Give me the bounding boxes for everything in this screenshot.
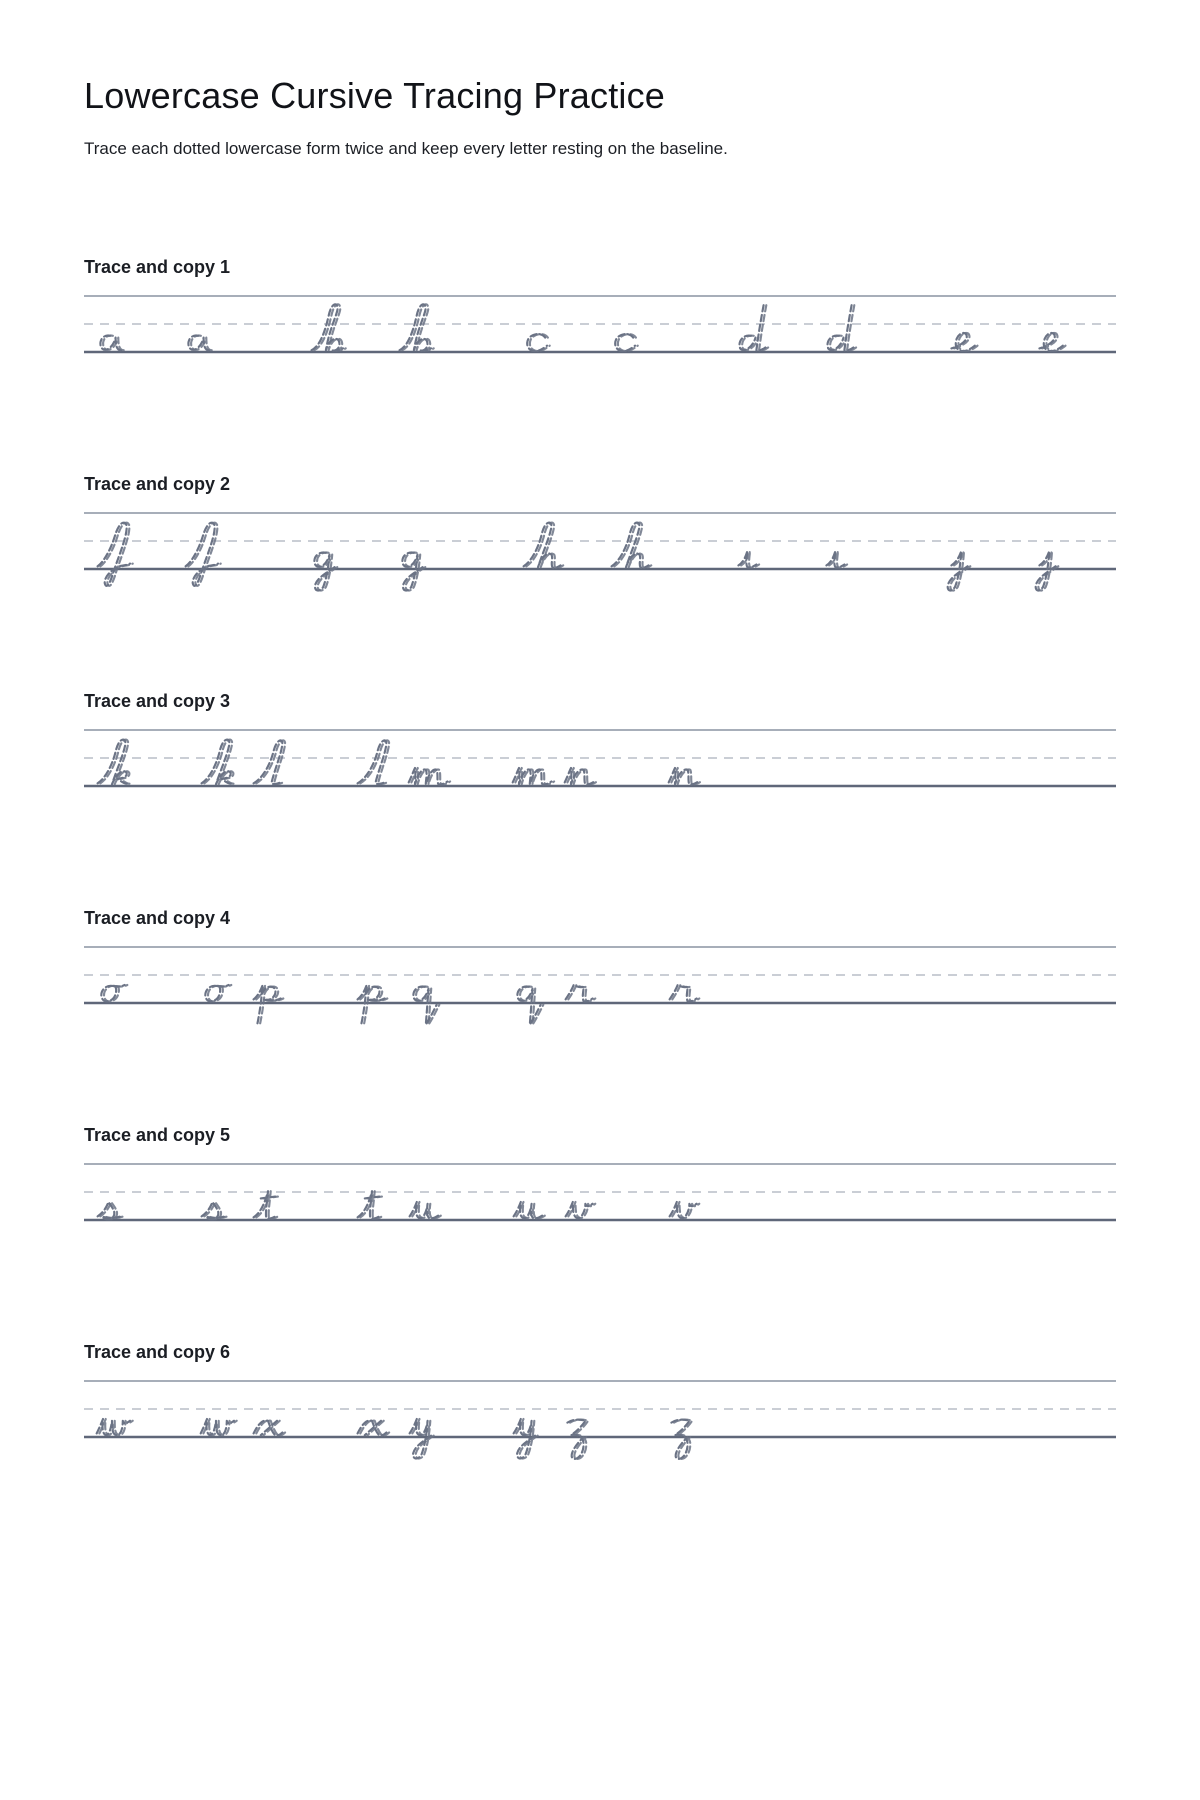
dotted-letter-n-1 xyxy=(565,768,597,784)
dotted-letter-t-2 xyxy=(358,1191,384,1218)
dotted-letter-f-2 xyxy=(186,523,221,586)
dotted-letter-m-1 xyxy=(409,768,450,784)
dotted-letter-p-1 xyxy=(254,985,284,1025)
dotted-letter-z-1 xyxy=(567,1420,588,1459)
dotted-letter-e-2 xyxy=(1039,333,1065,351)
dotted-letter-z-2 xyxy=(671,1420,692,1459)
dotted-letter-e-1 xyxy=(951,333,977,351)
dotted-letter-a-1 xyxy=(100,336,123,351)
dotted-letter-k-1 xyxy=(98,740,133,785)
tracing-row-2 xyxy=(84,509,1116,601)
dotted-letter-r-2 xyxy=(670,985,700,1001)
dotted-letter-x-2 xyxy=(358,1420,390,1435)
dotted-letter-d-1 xyxy=(739,305,768,350)
dotted-letter-u-1 xyxy=(410,1202,442,1218)
dotted-letter-g-2 xyxy=(402,553,426,591)
dotted-letter-h-1 xyxy=(524,523,564,568)
tracing-row-1 xyxy=(84,292,1116,384)
dotted-letter-o-1 xyxy=(101,985,127,1001)
dotted-letter-c-2 xyxy=(615,334,638,351)
dotted-letter-w-1 xyxy=(97,1419,133,1435)
dotted-letter-f-1 xyxy=(98,523,133,586)
dotted-letter-b-2 xyxy=(400,304,434,350)
dotted-letter-d-2 xyxy=(827,305,856,350)
dotted-letter-p-2 xyxy=(358,985,388,1025)
row-label-2: Trace and copy 2 xyxy=(84,474,231,494)
worksheet-title: Lowercase Cursive Tracing Practice xyxy=(84,75,666,116)
worksheet-instructions: Trace each dotted lowercase form twice and keep every letter resting on the baseline. xyxy=(84,139,728,158)
dotted-letter-r-1 xyxy=(566,985,596,1001)
dotted-letter-t-1 xyxy=(254,1191,280,1218)
dotted-letter-h-2 xyxy=(612,523,652,568)
dotted-letter-o-2 xyxy=(205,985,231,1001)
dotted-letter-l-1 xyxy=(254,740,286,784)
row-label-6: Trace and copy 6 xyxy=(84,1342,231,1362)
dotted-letter-m-2 xyxy=(513,768,554,784)
dotted-letter-s-1 xyxy=(98,1202,126,1219)
row-label-4: Trace and copy 4 xyxy=(84,908,231,928)
dotted-letter-j-1 xyxy=(948,551,971,591)
dotted-letter-v-2 xyxy=(670,1202,700,1218)
tracing-row-6 xyxy=(84,1377,1116,1469)
dotted-letter-v-1 xyxy=(566,1202,596,1218)
dotted-letter-s-2 xyxy=(202,1202,230,1219)
dotted-letter-l-2 xyxy=(358,740,390,784)
row-label-5: Trace and copy 5 xyxy=(84,1125,231,1145)
dotted-letter-n-2 xyxy=(669,768,701,784)
dotted-letter-j-2 xyxy=(1036,551,1059,591)
dotted-letter-b-1 xyxy=(312,304,346,350)
dotted-letter-y-1 xyxy=(410,1419,436,1459)
tracing-row-3 xyxy=(84,726,1116,818)
dotted-letter-g-1 xyxy=(314,553,338,591)
dotted-letter-q-2 xyxy=(517,987,543,1025)
row-label-1: Trace and copy 1 xyxy=(84,257,231,277)
dotted-letter-w-2 xyxy=(201,1419,237,1435)
dotted-letter-i-2 xyxy=(826,551,847,567)
row-label-3: Trace and copy 3 xyxy=(84,691,231,711)
dotted-letter-q-1 xyxy=(413,987,439,1025)
dotted-letter-x-1 xyxy=(254,1420,286,1435)
dotted-letter-u-2 xyxy=(514,1202,546,1218)
tracing-row-4 xyxy=(84,943,1116,1035)
dotted-letter-a-2 xyxy=(188,336,211,351)
dotted-letter-y-2 xyxy=(514,1419,540,1459)
dotted-letter-c-1 xyxy=(527,334,550,351)
dotted-letter-k-2 xyxy=(202,740,237,785)
tracing-row-5 xyxy=(84,1160,1116,1252)
dotted-letter-i-1 xyxy=(738,551,759,567)
